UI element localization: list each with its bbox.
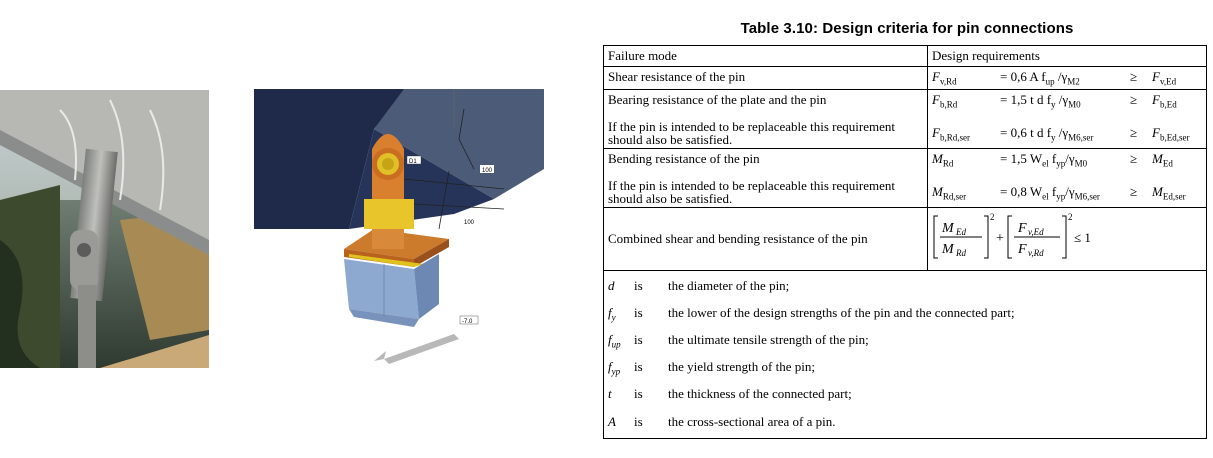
header-failure-mode: Failure mode	[604, 46, 928, 67]
table-definitions-row	[604, 270, 1207, 438]
definition-item: t is the thickness of the connected part;	[608, 386, 852, 402]
table-row-shear	[604, 67, 1207, 90]
svg-text:F: F	[1018, 241, 1027, 257]
formula-combined	[928, 207, 1207, 270]
definition-item: d is the diameter of the pin;	[608, 277, 790, 293]
definition-item: $f_{up}$ is the ultimate tensile strength of the pin;	[608, 331, 869, 350]
svg-text:v,Ed: v,Ed	[1028, 226, 1044, 237]
cad-label-load: -7.0	[462, 319, 473, 325]
failure-mode-cell: Shear resistance of the pin	[604, 67, 928, 90]
definition-item: A is the cross-sectional area of a pin.	[608, 413, 836, 429]
svg-text:M: M	[942, 220, 954, 236]
formula-bending: $M_{Rd}$ = 1,5 $W_{el}$ $f_{yp}/\gamma_{M0}$ ≥ $M_{Ed}$ $M_{Rd,ser}$ = 0,8 $W_{el}$ $f_{yp}/\gamma_{M6,ser}$ ≥ $M_{Ed,ser}$	[928, 148, 1207, 207]
definitions-cell	[604, 270, 1207, 438]
svg-text:≤ 1: ≤ 1	[1074, 229, 1091, 245]
table-title: Table 3.10: Design criteria for pin connections	[740, 20, 1074, 37]
table-header-row	[604, 46, 1207, 67]
header-design-requirements: Design requirements	[928, 46, 1207, 67]
svg-text:Rd: Rd	[956, 247, 966, 258]
svg-text:M: M	[942, 241, 954, 257]
failure-mode-cell: Bending resistance of the pin If the pin is intended to be replaceable this requirement should also be satisfied.	[604, 148, 928, 207]
bridge-pin-photo	[0, 90, 209, 368]
svg-text:Ed: Ed	[956, 226, 966, 237]
failure-mode-cell: Combined shear and bending resistance of the pin	[604, 207, 928, 270]
formula-bearing: $F_{b,Rd}$ = 1,5 t d $f_y$ $/\gamma_{M0}$ ≥ $F_{b,Ed}$ $F_{b,Rd,ser}$ = 0,6 t d $f_y$ $/\gamma_{M6,ser}$ ≥ $F_{b,Ed,ser}$	[928, 89, 1207, 148]
svg-text:2: 2	[1068, 211, 1073, 222]
combined-interaction-formula	[932, 210, 1102, 264]
table-row-bending	[604, 148, 1207, 207]
table-row-bearing	[604, 89, 1207, 148]
cad-label-d1: D1	[409, 159, 417, 165]
table-row-combined	[604, 207, 1207, 270]
failure-mode-cell: Bearing resistance of the plate and the pin If the pin is intended to be replaceable this requirement should also be satisfied.	[604, 89, 928, 148]
svg-text:v,Rd: v,Rd	[1028, 247, 1044, 258]
design-criteria-table	[603, 45, 1207, 439]
definition-item: $f_{yp}$ is the yield strength of the pin;	[608, 359, 815, 377]
cad-dim-label-100-bottom: 100	[464, 220, 475, 226]
svg-text:2: 2	[990, 211, 995, 222]
definition-item: $f_y$ is the lower of the design strengths of the pin and the connected part;	[608, 304, 1015, 323]
cad-dim-label-100-top: 100	[482, 168, 493, 174]
svg-text:+: +	[996, 230, 1004, 246]
pin-connection-cad-model	[254, 89, 544, 367]
formula-shear: $F_{v,Rd}$ = 0,6 A $f_{up}$ $/\gamma_{M2}$ ≥ $F_{v,Ed}$	[928, 67, 1207, 90]
svg-text:F: F	[1018, 220, 1027, 236]
